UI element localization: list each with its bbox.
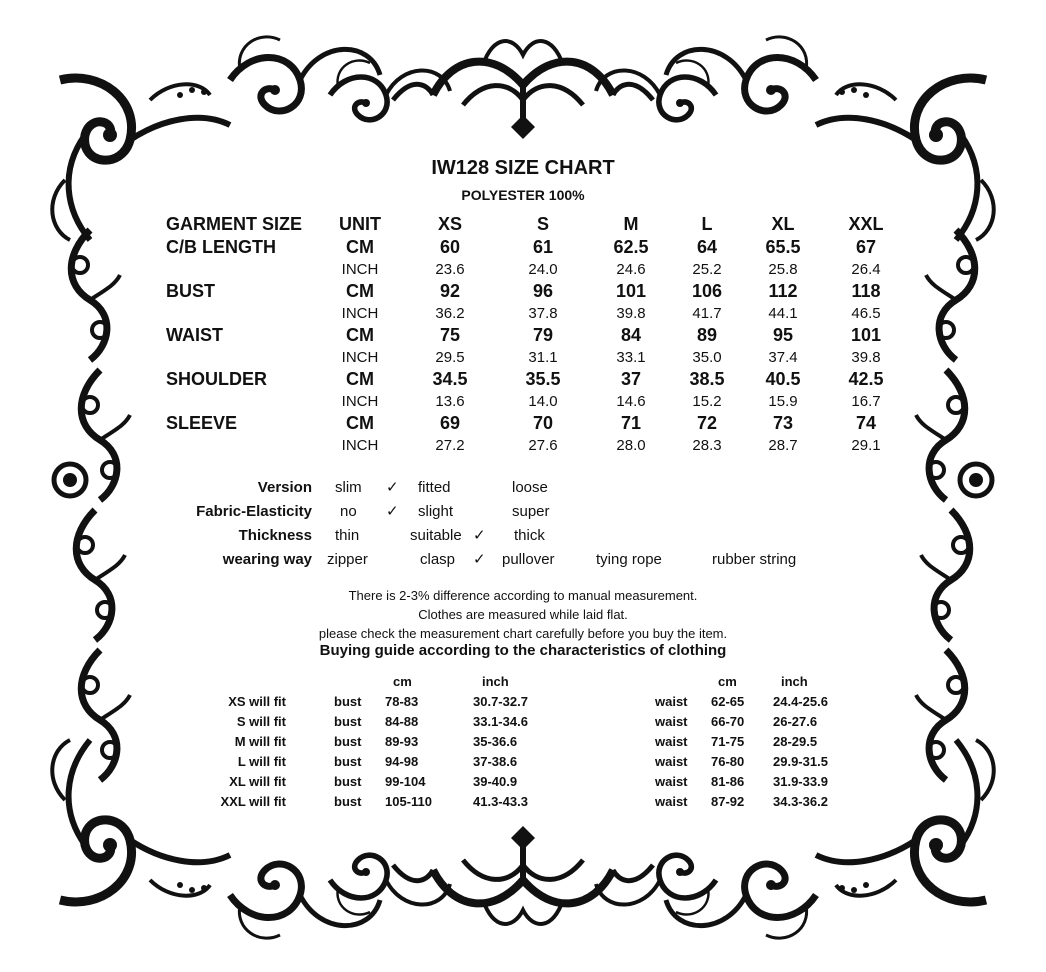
guide-size-label: S will fit [236, 714, 286, 729]
value-inch: 44.1 [768, 305, 798, 322]
guide-header-inch: inch [781, 674, 808, 689]
option-label-thickness: Thickness [238, 527, 312, 544]
row-label-waist: WAIST [166, 325, 223, 345]
material-subtitle: POLYESTER 100% [461, 187, 585, 203]
header-xxl: XXL [848, 214, 884, 234]
check-icon: ✓ [473, 527, 486, 544]
guide-header-inch: inch [482, 674, 509, 689]
guide-bust-inch: 39-40.9 [473, 774, 518, 789]
value-cm: 101 [850, 325, 882, 345]
guide-waist-cm: 81-86 [711, 774, 745, 789]
value-cm: 84 [620, 325, 642, 345]
option-tying-rope: tying rope [596, 551, 662, 568]
value-cm: 89 [696, 325, 718, 345]
value-cm: 61 [532, 237, 554, 257]
guide-waist-inch: 29.9-31.5 [773, 754, 828, 769]
value-cm: 34.5 [432, 369, 468, 389]
guide-bust-inch: 30.7-32.7 [473, 694, 528, 709]
guide-waist-inch: 31.9-33.9 [773, 774, 828, 789]
value-inch: 15.9 [768, 393, 798, 410]
guide-waist-label: waist [655, 794, 688, 809]
option-zipper: zipper [327, 551, 368, 568]
value-inch: 36.2 [435, 305, 465, 322]
row-label-sleeve: SLEEVE [166, 413, 238, 433]
value-inch: 25.2 [692, 261, 722, 278]
value-inch: 29.1 [851, 437, 881, 454]
value-inch: 29.5 [435, 349, 465, 366]
value-inch: 14.6 [616, 393, 646, 410]
option-no: no [340, 503, 357, 520]
guide-bust-inch: 33.1-34.6 [473, 714, 528, 729]
note-line-3: please check the measurement chart carefully before you buy the item. [318, 626, 728, 641]
value-inch: 46.5 [851, 305, 881, 322]
value-cm: 71 [620, 413, 642, 433]
unit-inch: INCH [341, 305, 379, 322]
row-label-bust: BUST [166, 281, 215, 301]
guide-waist-inch: 26-27.6 [773, 714, 818, 729]
value-inch: 28.0 [616, 437, 646, 454]
guide-header-cm: cm [393, 674, 412, 689]
guide-bust-cm: 94-98 [385, 754, 419, 769]
value-cm: 64 [696, 237, 718, 257]
guide-waist-cm: 62-65 [711, 694, 745, 709]
value-cm: 60 [439, 237, 461, 257]
value-inch: 16.7 [851, 393, 881, 410]
row-label-cb-length: C/B LENGTH [166, 237, 276, 257]
guide-bust-label: bust [334, 754, 362, 769]
option-rubber-string: rubber string [712, 551, 797, 568]
option-thin: thin [335, 527, 360, 544]
value-inch: 27.6 [528, 437, 558, 454]
guide-waist-label: waist [655, 714, 688, 729]
guide-header-cm: cm [718, 674, 737, 689]
value-inch: 37.4 [768, 349, 798, 366]
option-thick: thick [514, 527, 545, 544]
guide-waist-cm: 87-92 [711, 794, 745, 809]
value-inch: 23.6 [435, 261, 465, 278]
value-cm: 96 [532, 281, 554, 301]
value-cm: 73 [772, 413, 794, 433]
guide-bust-label: bust [334, 734, 362, 749]
value-inch: 28.3 [692, 437, 722, 454]
value-inch: 41.7 [692, 305, 722, 322]
guide-bust-label: bust [334, 694, 362, 709]
guide-size-label: M will fit [234, 734, 286, 749]
value-inch: 27.2 [435, 437, 465, 454]
guide-bust-inch: 37-38.6 [473, 754, 518, 769]
value-inch: 13.6 [435, 393, 465, 410]
guide-waist-inch: 28-29.5 [773, 734, 818, 749]
value-cm: 67 [855, 237, 877, 257]
value-cm: 38.5 [689, 369, 725, 389]
header-xl: XL [771, 214, 795, 234]
option-suitable: suitable [410, 527, 462, 544]
guide-bust-cm: 99-104 [385, 774, 426, 789]
unit-cm: CM [346, 325, 374, 345]
option-loose: loose [512, 479, 548, 496]
check-icon: ✓ [386, 479, 399, 496]
option-clasp: clasp [420, 551, 456, 568]
value-inch: 28.7 [768, 437, 798, 454]
check-icon: ✓ [386, 503, 399, 520]
value-cm: 69 [439, 413, 461, 433]
header-l: L [701, 214, 713, 234]
value-inch: 24.6 [616, 261, 646, 278]
value-cm: 75 [439, 325, 461, 345]
note-line-2: Clothes are measured while laid flat. [418, 607, 628, 622]
guide-bust-label: bust [334, 714, 362, 729]
unit-inch: INCH [341, 437, 379, 454]
header-unit: UNIT [339, 214, 381, 234]
row-label-shoulder: SHOULDER [166, 369, 268, 389]
option-fitted: fitted [418, 479, 451, 496]
chart-title: IW128 SIZE CHART [431, 157, 615, 179]
value-inch: 24.0 [528, 261, 558, 278]
unit-inch: INCH [341, 393, 379, 410]
value-cm: 42.5 [848, 369, 884, 389]
note-line-1: There is 2-3% difference according to manual measurement. [348, 588, 698, 603]
guide-waist-cm: 66-70 [711, 714, 745, 729]
guide-bust-label: bust [334, 794, 362, 809]
guide-bust-label: bust [334, 774, 362, 789]
value-cm: 62.5 [613, 237, 649, 257]
guide-waist-cm: 71-75 [711, 734, 745, 749]
value-inch: 39.8 [616, 305, 646, 322]
value-cm: 92 [439, 281, 461, 301]
value-cm: 112 [768, 281, 798, 301]
unit-cm: CM [346, 413, 374, 433]
value-cm: 74 [855, 413, 877, 433]
header-s: S [536, 214, 549, 234]
option-slim: slim [335, 479, 362, 496]
guide-bust-inch: 41.3-43.3 [473, 794, 528, 809]
unit-cm: CM [346, 237, 374, 257]
header-xs: XS [437, 214, 462, 234]
value-cm: 35.5 [525, 369, 561, 389]
guide-size-label: XL will fit [229, 774, 286, 789]
value-inch: 26.4 [851, 261, 881, 278]
value-cm: 95 [772, 325, 794, 345]
value-cm: 118 [851, 281, 881, 301]
option-label-wearing-way: wearing way [222, 551, 312, 568]
value-inch: 25.8 [768, 261, 798, 278]
check-icon: ✓ [473, 551, 486, 568]
guide-waist-label: waist [655, 694, 688, 709]
guide-waist-inch: 34.3-36.2 [773, 794, 828, 809]
guide-waist-cm: 76-80 [711, 754, 745, 769]
guide-bust-cm: 105-110 [385, 794, 432, 809]
guide-size-label: XXL will fit [220, 794, 286, 809]
guide-waist-label: waist [655, 774, 688, 789]
value-cm: 37 [620, 369, 642, 389]
guide-bust-cm: 89-93 [385, 734, 419, 749]
unit-inch: INCH [341, 261, 379, 278]
value-inch: 14.0 [528, 393, 558, 410]
value-cm: 106 [691, 281, 723, 301]
value-cm: 40.5 [765, 369, 801, 389]
option-slight: slight [418, 503, 454, 520]
value-inch: 31.1 [528, 349, 558, 366]
guide-bust-cm: 84-88 [385, 714, 419, 729]
unit-cm: CM [346, 281, 374, 301]
option-pullover: pullover [502, 551, 555, 568]
unit-inch: INCH [341, 349, 379, 366]
value-inch: 37.8 [528, 305, 558, 322]
value-inch: 33.1 [616, 349, 646, 366]
value-cm: 101 [615, 281, 647, 301]
unit-cm: CM [346, 369, 374, 389]
header-m: M [623, 214, 639, 234]
option-label-version: Version [257, 479, 312, 496]
value-cm: 72 [696, 413, 718, 433]
guide-waist-label: waist [655, 734, 688, 749]
value-inch: 35.0 [692, 349, 722, 366]
buying-guide-title: Buying guide according to the characteristics of clothing [319, 642, 727, 659]
guide-waist-label: waist [655, 754, 688, 769]
guide-bust-cm: 78-83 [385, 694, 419, 709]
option-label-fabric-elasticity: Fabric-Elasticity [196, 503, 312, 520]
value-inch: 39.8 [851, 349, 881, 366]
guide-size-label: XS will fit [228, 694, 286, 709]
value-cm: 65.5 [765, 237, 801, 257]
value-cm: 70 [532, 413, 554, 433]
value-cm: 79 [532, 325, 554, 345]
guide-bust-inch: 35-36.6 [473, 734, 518, 749]
guide-size-label: L will fit [237, 754, 286, 769]
guide-waist-inch: 24.4-25.6 [773, 694, 828, 709]
value-inch: 15.2 [692, 393, 722, 410]
header-garment-size: GARMENT SIZE [166, 214, 303, 234]
option-super: super [512, 503, 550, 520]
